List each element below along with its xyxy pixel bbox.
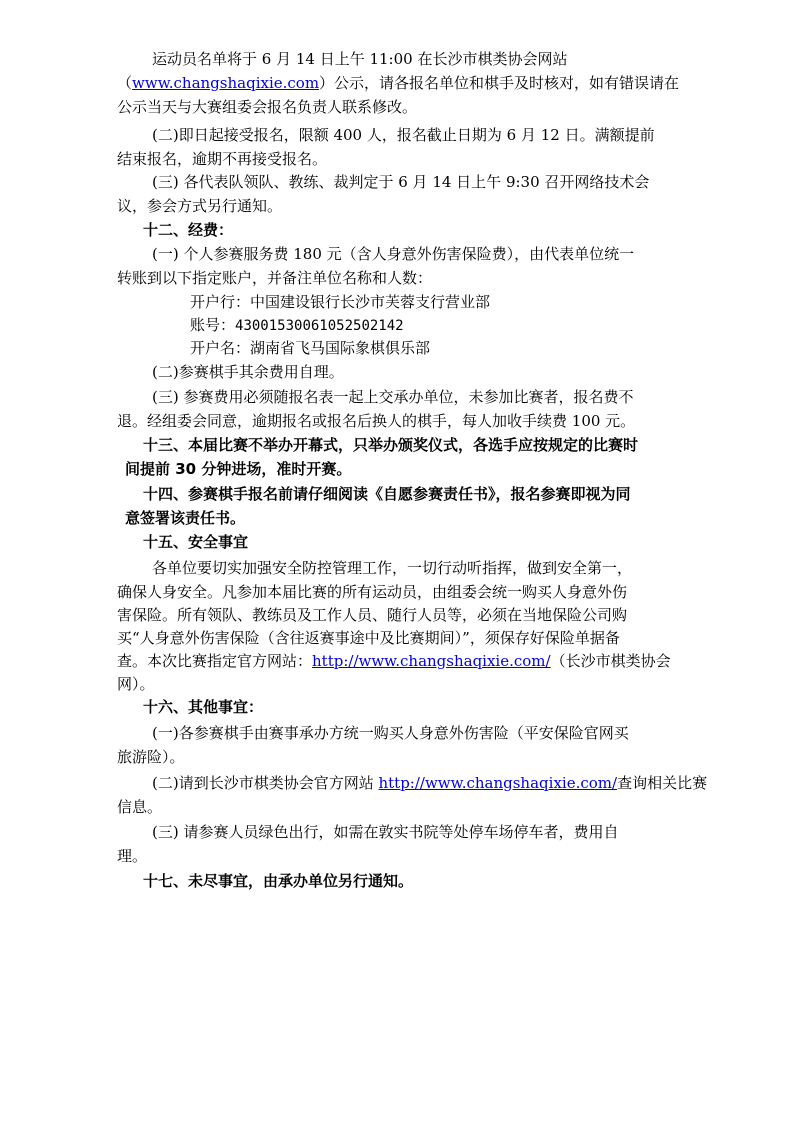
text-fragment: （ [117, 74, 133, 92]
text-line: 转账到以下指定账户，并备注单位名称和人数： [117, 269, 433, 287]
text-line: 公示当天与大赛组委会报名负责人联系修改。 [117, 98, 418, 116]
section-heading-cont: 间提前 30 分钟进场，准时开赛。 [125, 460, 352, 478]
text-line: 害保险。所有领队、教练员及工作人员、随行人员等，必须在当地保险公司购 [117, 606, 628, 624]
section-heading: 十四、参赛棋手报名前请仔细阅读《自愿参赛责任书》，报名参赛即视为同 [143, 485, 631, 503]
text-line: (三) 请参赛人员绿色出行，如需在敦实书院等处停车场停车者，费用自 [152, 823, 619, 841]
text-line: 各单位要切实加强安全防控管理工作，一切行动听指挥，做到安全第一， [152, 559, 633, 577]
text-fragment: （长沙市棋类协会 [550, 652, 671, 670]
section-heading: 十七、未尽事宜，由承办单位另行通知。 [143, 872, 414, 890]
text-line: (二)参赛棋手其余费用自理。 [152, 363, 344, 381]
text-line: 信息。 [117, 798, 163, 816]
text-line: 议，参会方式另行通知。 [117, 197, 283, 215]
section-heading: 十二、经费： [143, 221, 234, 239]
section-heading: 十三、本届比赛不举办开幕式，只举办颁奖仪式，各选手应按规定的比赛时 [143, 436, 639, 454]
text-line: 旅游险）。 [117, 748, 185, 766]
text-line [117, 649, 671, 673]
text-line [152, 771, 707, 795]
text-line: 结束报名，逾期不再接受报名。 [117, 150, 328, 168]
text-line: 运动员名单将于 6 月 14 日上午 11:00 在长沙市棋类协会网站 [152, 50, 568, 68]
account-label: 账号： [190, 316, 236, 334]
text-line: 网）。 [117, 675, 155, 693]
account-number-line [190, 313, 404, 338]
text-line: 确保人身安全。凡参加本届比赛的所有运动员，由组委会统一购买人身意外伤 [117, 583, 628, 601]
section-heading-cont: 意签署该责任书。 [125, 509, 246, 527]
text-fragment: (二)请到长沙市棋类协会官方网站 [152, 774, 379, 792]
website-link[interactable]: www.changshaqixie.com [132, 74, 320, 92]
account-name: 开户名：湖南省飞马国际象棋俱乐部 [190, 339, 431, 357]
text-line: (一) 个人参赛服务费 180 元（含人身意外伤害保险费），由代表单位统一 [152, 245, 635, 263]
text-line: 理。 [117, 847, 148, 865]
text-fragment: ）公示，请各报名单位和棋手及时核对，如有错误请在 [319, 74, 680, 92]
section-heading: 十六、其他事宜： [143, 698, 264, 716]
text-line [117, 71, 679, 95]
bank-name: 开户行：中国建设银行长沙市芙蓉支行营业部 [190, 293, 491, 311]
account-number: 43001530061052502142 [235, 318, 404, 334]
text-line: (二)即日起接受报名，限额 400 人，报名截止日期为 6 月 12 日。满额提前 [152, 126, 655, 144]
text-fragment: 查询相关比赛 [617, 774, 708, 792]
text-line: 退。经组委会同意，逾期报名或报名后换人的棋手，每人加收手续费 100 元。 [117, 412, 636, 430]
section-heading: 十五、安全事宜 [143, 533, 249, 551]
text-line: (三) 参赛费用必须随报名表一起上交承办单位，未参加比赛者，报名费不 [152, 388, 634, 406]
website-link[interactable]: http://www.changshaqixie.com/ [378, 774, 618, 792]
text-line: (一)各参赛棋手由赛事承办方统一购买人身意外伤害险（平安保险官网买 [152, 724, 629, 742]
website-link[interactable]: http://www.changshaqixie.com/ [312, 652, 551, 670]
text-line: (三) 各代表队领队、教练、裁判定于 6 月 14 日上午 9:30 召开网络技术会 [152, 173, 650, 191]
text-fragment: 查。本次比赛指定官方网站： [117, 652, 313, 670]
text-line: 买“人身意外伤害保险（含往返赛事途中及比赛期间）”，须保存好保险单据备 [117, 629, 620, 647]
